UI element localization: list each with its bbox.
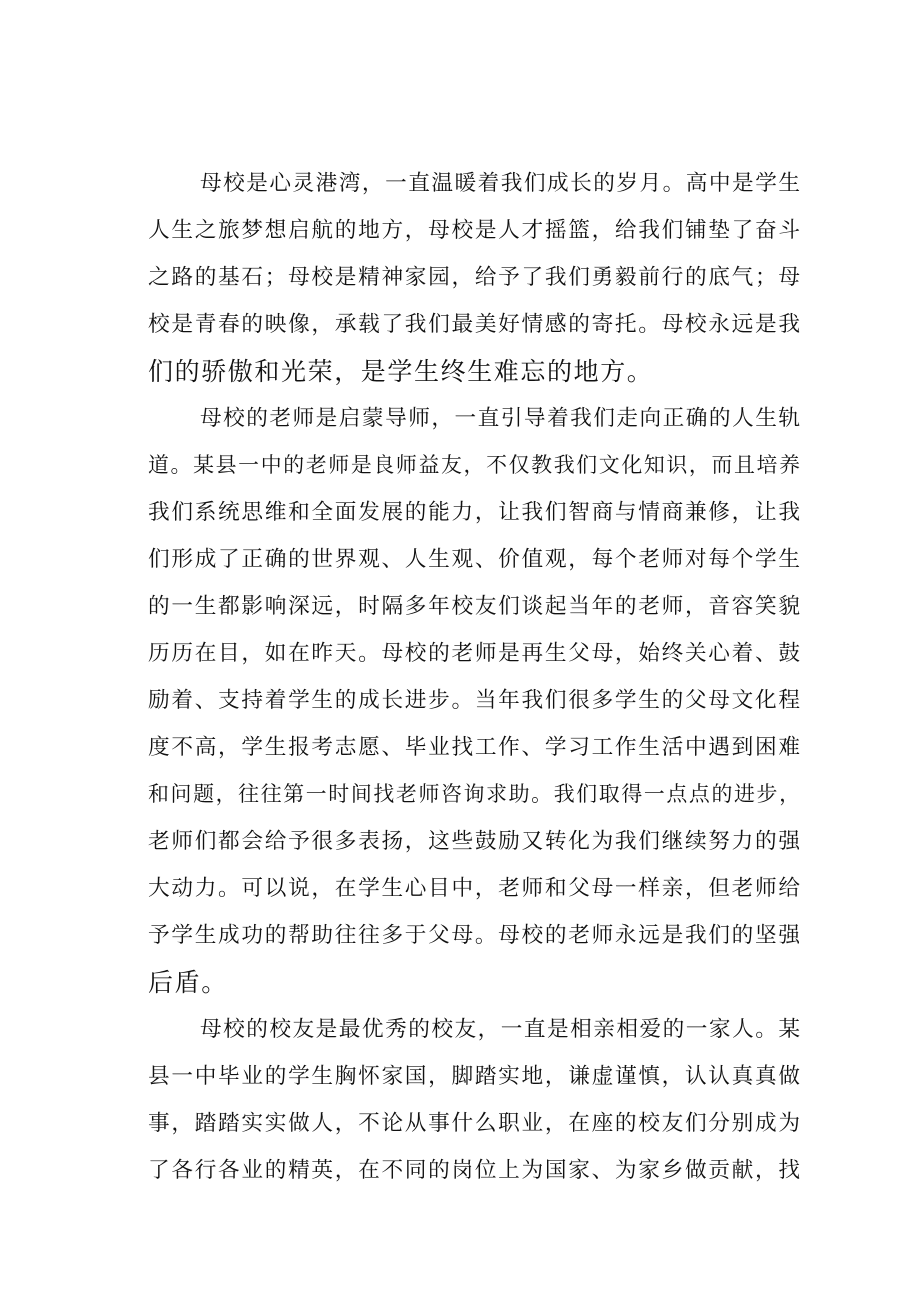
document-body bbox=[148, 160, 800, 1194]
paragraph-alumni bbox=[148, 1006, 800, 1194]
paragraph-line: 道。某县一中的老师是良师益友，不仅教我们文化知识，而且培养 bbox=[148, 453, 800, 477]
paragraph-line: 人生之旅梦想启航的地方，母校是人才摇篮，给我们铺垫了奋斗 bbox=[148, 218, 800, 243]
paragraph-line: 的一生都影响深远，时隔多年校友们谈起当年的老师，音容笑貌 bbox=[148, 594, 800, 619]
paragraph-line: 了各行各业的精英，在不同的岗位上为国家、为家乡做贡献，找 bbox=[148, 1158, 800, 1183]
paragraph-line: 们的骄傲和光荣，是学生终生难忘的地方。 bbox=[148, 357, 654, 386]
paragraph-line: 母校的老师是启蒙导师，一直引导着我们走向正确的人生轨 bbox=[200, 406, 800, 431]
paragraph-line: 予学生成功的帮助往往多于父母。母校的老师永远是我们的坚强 bbox=[148, 923, 800, 948]
paragraph-alma-mater-harbor bbox=[148, 160, 800, 395]
paragraph-line: 校是青春的映像，承载了我们最美好情感的寄托。母校永远是我 bbox=[148, 312, 800, 337]
paragraph-line: 们形成了正确的世界观、人生观、价值观，每个老师对每个学生 bbox=[148, 547, 800, 572]
paragraph-teachers bbox=[148, 395, 800, 1006]
paragraph-line: 历历在目，如在昨天。母校的老师是再生父母，始终关心着、鼓 bbox=[148, 641, 800, 666]
paragraph-line: 母校是心灵港湾，一直温暖着我们成长的岁月。高中是学生 bbox=[200, 171, 800, 196]
paragraph-line: 老师们都会给予很多表扬，这些鼓励又转化为我们继续努力的强 bbox=[148, 829, 800, 854]
paragraph-line: 大动力。可以说，在学生心目中，老师和父母一样亲，但老师给 bbox=[148, 876, 800, 901]
paragraph-line: 之路的基石；母校是精神家园，给予了我们勇毅前行的底气；母 bbox=[148, 265, 800, 290]
paragraph-line: 事，踏踏实实做人，不论从事什么职业，在座的校友们分别成为 bbox=[148, 1111, 800, 1136]
paragraph-line: 后盾。 bbox=[148, 968, 228, 997]
paragraph-line: 励着、支持着学生的成长进步。当年我们很多学生的父母文化程 bbox=[148, 688, 800, 713]
paragraph-line: 母校的校友是最优秀的校友，一直是相亲相爱的一家人。某 bbox=[200, 1017, 800, 1042]
paragraph-line: 我们系统思维和全面发展的能力，让我们智商与情商兼修，让我 bbox=[148, 500, 800, 525]
paragraph-line: 和问题，往往第一时间找老师咨询求助。我们取得一点点的进步， bbox=[148, 782, 800, 806]
paragraph-line: 县一中毕业的学生胸怀家国，脚踏实地，谦虚谨慎，认认真真做 bbox=[148, 1064, 800, 1089]
paragraph-line: 度不高，学生报考志愿、毕业找工作、学习工作生活中遇到困难 bbox=[148, 735, 800, 760]
